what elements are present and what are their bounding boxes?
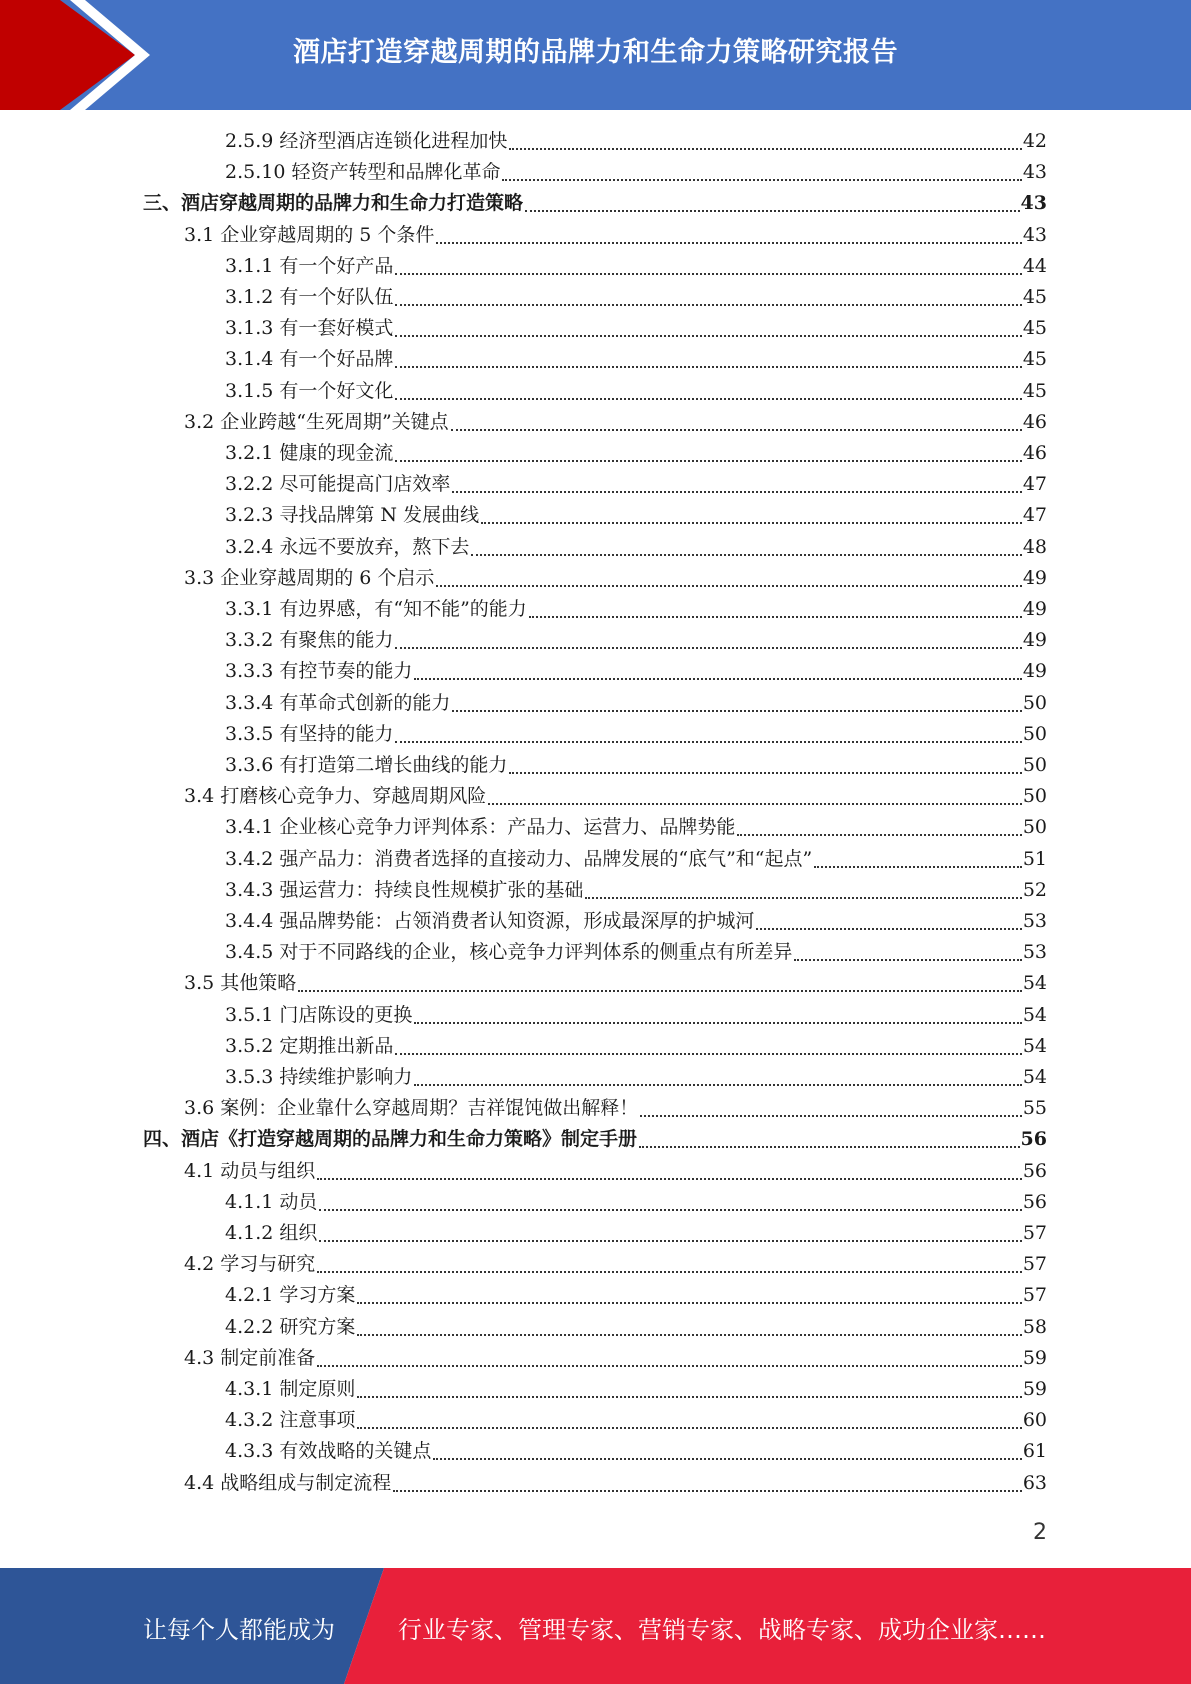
toc-dot-leader <box>395 398 1021 400</box>
toc-entry[interactable] <box>225 688 1047 719</box>
toc-entry-page: 45 <box>1022 317 1047 340</box>
toc-entry-page: 43 <box>1022 161 1047 184</box>
toc-entry-label: 3.1.3 有一套好模式 <box>225 317 394 340</box>
toc-entry[interactable] <box>184 1093 1047 1124</box>
toc-dot-leader <box>756 928 1021 930</box>
toc-entry-page: 51 <box>1022 847 1047 870</box>
report-footer <box>0 1568 1191 1684</box>
toc-entry-page: 54 <box>1022 972 1047 995</box>
toc-dot-leader <box>395 304 1021 306</box>
toc-entry-page: 49 <box>1022 598 1047 620</box>
toc-dot-leader <box>414 678 1021 680</box>
toc-entry[interactable] <box>225 656 1047 687</box>
toc-entry-page: 45 <box>1022 379 1047 402</box>
toc-dot-leader <box>414 1022 1021 1024</box>
toc-entry-page: 59 <box>1022 1378 1047 1400</box>
toc-entry[interactable] <box>225 532 1047 563</box>
toc-dot-leader <box>414 1084 1021 1086</box>
toc-dot-leader <box>525 210 1020 212</box>
toc-entry-page: 50 <box>1022 754 1047 776</box>
toc-entry[interactable] <box>184 563 1047 594</box>
toc-dot-leader <box>436 242 1021 244</box>
toc-entry-page: 49 <box>1022 660 1047 683</box>
toc-entry-page: 59 <box>1022 1346 1047 1369</box>
toc-entry-page: 49 <box>1022 629 1047 652</box>
toc-dot-leader <box>395 273 1021 275</box>
toc-entry[interactable] <box>184 1468 1047 1499</box>
toc-entry-page: 43 <box>1022 223 1047 246</box>
toc-entry[interactable] <box>184 407 1047 438</box>
toc-entry[interactable] <box>225 875 1047 906</box>
toc-entry[interactable] <box>225 1062 1047 1093</box>
toc-entry[interactable] <box>225 1405 1047 1436</box>
toc-entry-page: 45 <box>1022 348 1047 371</box>
toc-entry-label: 四、酒店《打造穿越周期的品牌力和生命力策略》制定手册 <box>143 1128 638 1151</box>
toc-entry-label: 3.1.2 有一个好队伍 <box>225 286 394 308</box>
toc-entry-page: 58 <box>1022 1315 1047 1338</box>
toc-entry-label: 3.4.5 对于不同路线的企业，核心竞争力评判体系的侧重点有所差异 <box>225 941 793 964</box>
toc-dot-leader <box>509 772 1021 774</box>
toc-entry[interactable] <box>225 844 1047 875</box>
toc-entry-page: 50 <box>1022 722 1047 745</box>
toc-entry-page: 43 <box>1020 192 1047 215</box>
toc-dot-leader <box>509 148 1021 150</box>
toc-entry-page: 56 <box>1022 1190 1047 1213</box>
toc-entry-label: 3.1 企业穿越周期的 5 个条件 <box>184 223 435 246</box>
toc-entry[interactable] <box>225 719 1047 750</box>
toc-entry-page: 56 <box>1022 1159 1047 1182</box>
toc-entry-page: 61 <box>1022 1440 1047 1463</box>
toc-entry[interactable] <box>225 1312 1047 1343</box>
footer-slogan-right: 行业专家、管理专家、营销专家、战略专家、成功企业家…… <box>398 1616 1046 1644</box>
toc-entry-label: 4.2.1 学习方案 <box>225 1284 356 1307</box>
footer-slogan-left: 让每个人都能成为 <box>143 1616 335 1644</box>
toc-dot-leader <box>357 1427 1021 1429</box>
toc-dot-leader <box>502 179 1021 181</box>
toc-entry-label: 3.3.3 有控节奏的能力 <box>225 660 413 683</box>
toc-dot-leader <box>395 741 1021 743</box>
toc-entry-label: 4.2.2 研究方案 <box>225 1315 356 1338</box>
toc-entry-label: 三、酒店穿越周期的品牌力和生命力打造策略 <box>143 192 524 215</box>
toc-entry-page: 47 <box>1022 504 1047 527</box>
toc-entry-label: 2.5.9 经济型酒店连锁化进程加快 <box>225 130 508 152</box>
toc-entry-label: 4.4 战略组成与制定流程 <box>184 1471 392 1494</box>
toc-entry-label: 3.1.1 有一个好产品 <box>225 254 394 277</box>
toc-entry-label: 3.2.3 寻找品牌第 N 发展曲线 <box>225 504 480 527</box>
toc-dot-leader <box>395 460 1021 462</box>
toc-entry-label: 3.5.2 定期推出新品 <box>225 1034 394 1057</box>
toc-entry[interactable] <box>225 1000 1047 1031</box>
toc-entry[interactable] <box>225 1374 1047 1405</box>
toc-entry-page: 54 <box>1022 1003 1047 1026</box>
toc-entry[interactable] <box>225 282 1047 313</box>
toc-dot-leader <box>357 1302 1021 1304</box>
toc-entry-page: 57 <box>1022 1253 1047 1276</box>
toc-entry-label: 3.1.5 有一个好文化 <box>225 379 394 402</box>
toc-entry-label: 4.1.1 动员 <box>225 1190 318 1213</box>
toc-entry-label: 3.5.3 持续维护影响力 <box>225 1066 413 1088</box>
toc-entry-page: 48 <box>1022 535 1047 558</box>
toc-entry-page: 46 <box>1022 442 1047 464</box>
toc-dot-leader <box>814 866 1022 868</box>
toc-dot-leader <box>639 1146 1020 1148</box>
toc-dot-leader <box>393 1490 1022 1492</box>
toc-entry[interactable] <box>225 157 1047 188</box>
toc-entry-label: 4.3.1 制定原则 <box>225 1378 356 1400</box>
page-number: 2 <box>1033 1520 1047 1545</box>
toc-entry[interactable] <box>225 812 1047 843</box>
toc-dot-leader <box>357 1334 1021 1336</box>
toc-entry-page: 44 <box>1022 254 1047 277</box>
toc-dot-leader <box>317 1178 1022 1180</box>
toc-entry-label: 3.2.4 永远不要放弃，熬下去 <box>225 535 470 558</box>
toc-entry-page: 45 <box>1022 286 1047 308</box>
toc-entry-label: 4.2 学习与研究 <box>184 1253 316 1276</box>
toc-entry[interactable] <box>225 625 1047 656</box>
toc-entry-label: 4.3.3 有效战略的关键点 <box>225 1440 432 1463</box>
toc-entry-page: 57 <box>1022 1284 1047 1307</box>
toc-entry-label: 2.5.10 轻资产转型和品牌化革命 <box>225 161 501 184</box>
toc-dot-leader <box>640 1115 1022 1117</box>
toc-entry-label: 3.4.3 强运营力：持续良性规模扩张的基础 <box>225 878 584 901</box>
toc-entry[interactable] <box>225 1187 1047 1218</box>
toc-entry-label: 4.3.2 注意事项 <box>225 1409 356 1432</box>
toc-entry-page: 52 <box>1022 878 1047 901</box>
toc-dot-leader <box>436 585 1021 587</box>
toc-entry-label: 3.3.4 有革命式创新的能力 <box>225 691 451 714</box>
toc-entry-page: 50 <box>1022 785 1047 808</box>
toc-entry[interactable] <box>225 313 1047 344</box>
toc-dot-leader <box>317 1271 1022 1273</box>
toc-entry-page: 50 <box>1022 691 1047 714</box>
toc-dot-leader <box>452 491 1021 493</box>
toc-entry-page: 63 <box>1022 1471 1047 1494</box>
toc-entry[interactable] <box>225 126 1047 157</box>
toc-entry-page: 53 <box>1022 941 1047 964</box>
toc-entry[interactable] <box>184 1343 1047 1374</box>
toc-entry-label: 4.1.2 组织 <box>225 1222 318 1244</box>
toc-dot-leader <box>357 1396 1021 1398</box>
toc-dot-leader <box>298 990 1022 992</box>
toc-entry[interactable] <box>184 1249 1047 1280</box>
toc-entry-page: 53 <box>1022 910 1047 932</box>
toc-entry[interactable] <box>225 594 1047 625</box>
toc-entry-page: 55 <box>1022 1097 1047 1120</box>
toc-entry-page: 57 <box>1022 1222 1047 1244</box>
report-title: 酒店打造穿越周期的品牌力和生命力策略研究报告 <box>293 37 898 68</box>
toc-dot-leader <box>794 959 1021 961</box>
toc-entry-page: 60 <box>1022 1409 1047 1432</box>
toc-entry-page: 50 <box>1022 816 1047 839</box>
toc-dot-leader <box>488 803 1022 805</box>
toc-dot-leader <box>395 647 1021 649</box>
toc-entry-label: 3.4.1 企业核心竞争力评判体系：产品力、运营力、品牌势能 <box>225 816 736 839</box>
toc-entry-label: 3.5.1 门店陈设的更换 <box>225 1003 413 1026</box>
toc-entry[interactable] <box>225 376 1047 407</box>
toc-entry[interactable] <box>225 750 1047 781</box>
toc-entry-page: 49 <box>1022 566 1047 589</box>
toc-entry-page: 56 <box>1020 1128 1047 1151</box>
toc-entry-label: 3.2.1 健康的现金流 <box>225 442 394 464</box>
toc-dot-leader <box>585 897 1021 899</box>
toc-dot-leader <box>395 335 1021 337</box>
toc-dot-leader <box>319 1209 1021 1211</box>
toc-entry[interactable] <box>225 438 1047 469</box>
toc-entry[interactable] <box>184 781 1047 812</box>
toc-entry[interactable] <box>225 1031 1047 1062</box>
toc-entry-label: 3.4 打磨核心竞争力、穿越周期风险 <box>184 785 487 808</box>
toc-entry[interactable] <box>225 1436 1047 1467</box>
toc-entry-label: 3.6 案例：企业靠什么穿越周期？吉祥馄饨做出解释！ <box>184 1097 639 1120</box>
toc-entry-label: 3.3.1 有边界感，有“知不能”的能力 <box>225 598 527 620</box>
toc-entry[interactable] <box>225 906 1047 937</box>
toc-dot-leader <box>395 366 1021 368</box>
toc-entry-label: 3.5 其他策略 <box>184 972 297 995</box>
toc-entry[interactable] <box>225 937 1047 968</box>
toc-dot-leader <box>317 1365 1022 1367</box>
toc-dot-leader <box>451 429 1022 431</box>
toc-dot-leader <box>737 834 1021 836</box>
toc-entry-page: 54 <box>1022 1034 1047 1057</box>
toc-entry[interactable] <box>143 188 1047 219</box>
toc-entry[interactable] <box>184 1156 1047 1187</box>
toc-entry-label: 3.4.4 强品牌势能：占领消费者认知资源，形成最深厚的护城河 <box>225 910 755 932</box>
toc-dot-leader <box>481 522 1022 524</box>
toc-entry[interactable] <box>143 1124 1047 1155</box>
toc-entry-label: 3.3 企业穿越周期的 6 个启示 <box>184 566 435 589</box>
toc-entry-label: 3.2 企业跨越“生死周期”关键点 <box>184 410 449 433</box>
toc-entry-label: 3.3.5 有坚持的能力 <box>225 722 394 745</box>
toc-entry-label: 3.1.4 有一个好品牌 <box>225 348 394 371</box>
toc-entry[interactable] <box>184 220 1047 251</box>
toc-dot-leader <box>452 710 1021 712</box>
toc-entry[interactable] <box>225 1218 1047 1249</box>
toc-entry-label: 4.1 动员与组织 <box>184 1159 316 1182</box>
report-header <box>0 0 1191 110</box>
toc-entry-label: 3.2.2 尽可能提高门店效率 <box>225 473 451 496</box>
toc-entry-label: 3.4.2 强产品力：消费者选择的直接动力、品牌发展的“底气”和“起点” <box>225 847 813 870</box>
toc-dot-leader <box>529 616 1022 618</box>
toc-dot-leader <box>433 1458 1021 1460</box>
toc-entry-page: 54 <box>1022 1066 1047 1088</box>
toc-entry[interactable] <box>225 1280 1047 1311</box>
toc-entry-page: 47 <box>1022 473 1047 496</box>
toc-entry[interactable] <box>225 500 1047 531</box>
toc-entry[interactable] <box>225 251 1047 282</box>
toc-entry-page: 46 <box>1022 410 1047 433</box>
toc-entry[interactable] <box>225 469 1047 500</box>
toc-dot-leader <box>471 554 1021 556</box>
toc-dot-leader <box>319 1240 1021 1242</box>
toc-entry-label: 3.3.6 有打造第二增长曲线的能力 <box>225 754 508 776</box>
toc-entry[interactable] <box>184 968 1047 999</box>
toc-entry-page: 42 <box>1022 130 1047 152</box>
toc-entry-label: 3.3.2 有聚焦的能力 <box>225 629 394 652</box>
toc-dot-leader <box>395 1053 1021 1055</box>
toc-entry[interactable] <box>225 344 1047 375</box>
toc-entry-label: 4.3 制定前准备 <box>184 1346 316 1369</box>
